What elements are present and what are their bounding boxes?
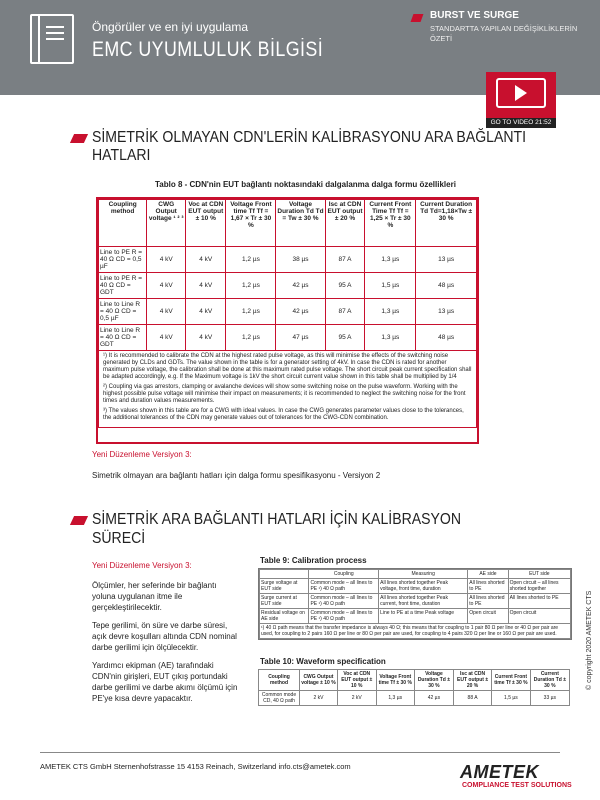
table8-note: ¹) It is recommended to calibrate the CDN at the highest rated pulse voltage, as this will minimise the effects of the switching noise generated by CLDs and GDTs. The value shown in the table is for a generator setting of 4kV. In case the CDN is rated for another maximum pulse voltage, the calibration shall be done at this maximum rated pulse voltage. The short circuit peak current specification shall be adapted accordingly, e.g. If the Maximum voltage is 1kV the short circuit current value shown in this table shall be multiplied by 1/4	[103, 353, 472, 380]
table-cell: 95 A	[325, 325, 365, 351]
table9-note: ¹) 40 Ω path means that the transfer impedance is always 40 Ω; this means that for coupling to 1 pair 80 Ω per line or 40 Ω per pair are used, for coupling to 2 pairs 160 Ω per line or 80 Ω per pair are used, for coupling to 4 pairs 320 Ω per line or 160 Ω per pair are used.	[260, 624, 571, 639]
table-cell: 1,2 µs	[226, 247, 276, 273]
table-cell: Common mode – all lines to PE ¹) 40 Ω path	[309, 609, 379, 624]
table8-note: ²) Coupling via gas arrestors, clamping or avalanche devices will show some switching noise on the pulse waveform. Working with the highest possible pulse voltage will minimise their impact on measurements; it is recommended to neglect the switching noise for the front times and duration values measurements.	[103, 384, 466, 404]
topic-subtitle: STANDARTTA YAPILAN DEĞİŞİKLİKLERİN ÖZETİ	[430, 24, 578, 43]
table-cell: Line to Line R = 40 Ω CD = GDT	[99, 325, 147, 351]
table8-header: Isc at CDN EUT output ± 20 %	[325, 200, 365, 247]
ametek-logo: AMETEK	[460, 762, 539, 782]
revision2-label: Yeni Düzenleme Versiyon 3:	[92, 561, 192, 570]
table9-header: AE side	[468, 570, 508, 579]
table9-caption: Table 9: Calibration process	[260, 556, 367, 565]
table8-header: Current Duration Td Td=1,18×Tw ± 30 %	[416, 200, 477, 247]
revision2-paragraph: Ölçümler, her seferinde bir bağlantı yoluna uygulanan itme ile gerçekleştirilecektir.	[92, 581, 217, 612]
table-cell: Line to PE at a time Peak voltage	[379, 609, 468, 624]
table8-header: Voltage Duration Td Td = Tw ± 30 %	[276, 200, 325, 247]
section2-title-line2: SÜRECİ	[92, 530, 146, 547]
table8-header: CWG Output voltage ¹ ² ³	[147, 200, 186, 247]
video-button[interactable]	[486, 72, 556, 118]
table10-header: Voc at CDN EUT output ± 10 %	[337, 670, 376, 691]
video-link[interactable]: GO TO VIDEO 21:52	[486, 118, 556, 128]
table-row	[260, 609, 571, 624]
table-cell: 48 µs	[416, 325, 477, 351]
table-cell: 42 µs	[276, 273, 325, 299]
table9	[258, 568, 572, 640]
table-cell: 1,3 µs	[376, 691, 414, 706]
table-cell: 13 µs	[416, 299, 477, 325]
copyright-text: © copyright 2020 AMETEK CTS	[586, 590, 593, 690]
table-cell: 4 kV	[147, 247, 186, 273]
table8-notes	[99, 351, 477, 428]
section-accent-mark	[70, 134, 88, 143]
table-cell: 1,5 µs	[492, 691, 531, 706]
table-cell: 87 A	[325, 247, 365, 273]
table8	[96, 197, 479, 444]
table-cell: Surge current at EUT side	[260, 594, 309, 609]
table-cell: 1,3 µs	[365, 325, 416, 351]
table-cell: Common mode – all lines to PE ¹) 40 Ω path	[309, 594, 379, 609]
table8-note: ³) The values shown in this table are for a CWG with ideal values. In case the CWG generates parameter values close to the tolerances, the additional tolerances of the CDN may generate values out of tolerances for the CWG-CDN combination.	[103, 408, 464, 421]
table-cell: All lines shorted to PE	[468, 594, 508, 609]
table10-header: Current Duration Td ± 30 %	[530, 670, 569, 691]
revision1-label: Yeni Düzenleme Versiyon 3:	[92, 450, 192, 459]
table-cell: 4 kV	[186, 299, 226, 325]
revision2-paragraph: Tepe gerilimi, ön süre ve darbe süresi, açık devre koşulları altında CDN nominal darbe gerilimi için ölçülecektir.	[92, 621, 237, 652]
footer-divider	[40, 752, 560, 753]
table-cell: All lines shorted to PE	[508, 594, 570, 609]
revision2-paragraph: Yardımcı ekipman (AE) tarafındaki CDN'nin girişleri, EUT çıkış portundaki darbe gerilimi ve darbe akımı ölçümü için PE'ye kısa devre yapacaktır.	[92, 661, 238, 703]
table-cell: 4 kV	[147, 273, 186, 299]
accent-mark	[411, 14, 424, 22]
table-cell: 87 A	[325, 299, 365, 325]
table10-header: CWG Output voltage ± 10 %	[300, 670, 338, 691]
table-cell: Surge voltage at EUT side	[260, 579, 309, 594]
play-icon	[515, 85, 527, 101]
table-cell: 42 µs	[276, 299, 325, 325]
table9-header: Measuring	[379, 570, 468, 579]
table-cell: Open circuit	[508, 609, 570, 624]
table-cell: 33 µs	[530, 691, 569, 706]
table-cell: 1,2 µs	[226, 325, 276, 351]
table10	[258, 669, 570, 706]
table-row	[99, 247, 477, 273]
table8-header: Voltage Front time Tf Tf = 1,67 × Tr ± 30 %	[226, 200, 276, 247]
revision2-body	[92, 580, 242, 711]
table9-header	[260, 570, 309, 579]
table-cell: Common mode – all lines to PE ¹) 40 Ω path	[309, 579, 379, 594]
table10-caption: Table 10: Waveform specification	[260, 657, 386, 666]
footer-address: AMETEK CTS GmbH Sternenhofstrasse 15 4153 Reinach, Switzerland info.cts@ametek.com	[40, 762, 351, 771]
table-row	[259, 691, 570, 706]
table-cell: Residual voltage on AE side	[260, 609, 309, 624]
table-cell: 48 µs	[416, 273, 477, 299]
table-cell: 42 µs	[414, 691, 453, 706]
table-cell: 88 A	[453, 691, 491, 706]
table9-header: Coupling	[309, 570, 379, 579]
table-cell: Line to Line R = 40 Ω CD = 0,5 µF	[99, 299, 147, 325]
table-cell: 4 kV	[186, 247, 226, 273]
revision1-text: Simetrik olmayan ara bağlantı hatları için dalga formu spesifikasyonu - Versiyon 2	[92, 471, 381, 480]
table-cell: 4 kV	[186, 273, 226, 299]
table-row	[260, 594, 571, 609]
book-icon	[30, 14, 74, 64]
table8-caption: Tablo 8 - CDN'nin EUT bağlantı noktasındaki dalgalanma dalga formu özellikleri	[155, 180, 456, 189]
table-cell: All lines shorted together Peak voltage, front time, duration	[379, 579, 468, 594]
table-cell: 4 kV	[147, 299, 186, 325]
section-accent-mark	[70, 516, 88, 525]
table8-header: Voc at CDN EUT output ± 10 %	[186, 200, 226, 247]
table-cell: 1,2 µs	[226, 299, 276, 325]
topic-title: BURST VE SURGE	[430, 10, 519, 21]
table-cell: Line to PE R = 40 Ω CD = GDT	[99, 273, 147, 299]
table-cell: 13 µs	[416, 247, 477, 273]
table-cell: Common mode CD, 40 Ω path	[259, 691, 300, 706]
table10-header: Voltage Duration Td ± 30 %	[414, 670, 453, 691]
table10-header: Isc at CDN EUT output ± 20 %	[453, 670, 491, 691]
table-cell: Open circuit – all lines shorted together	[508, 579, 570, 594]
table-cell: 4 kV	[186, 325, 226, 351]
table-row	[260, 579, 571, 594]
table-cell: Line to PE R = 40 Ω CD = 0,5 µF	[99, 247, 147, 273]
table-cell: 1,5 µs	[365, 273, 416, 299]
table-cell: All lines shorted to PE	[468, 579, 508, 594]
table-cell: 1,2 µs	[226, 273, 276, 299]
table-row	[99, 273, 477, 299]
table8-header: Current Front Time Tf Tf = 1,25 × Tr ± 30 %	[365, 200, 416, 247]
table-cell: 2 kV	[300, 691, 338, 706]
header-subtitle: Öngörüler ve en iyi uygulama	[92, 20, 249, 34]
table9-header: EUT side	[508, 570, 570, 579]
table-cell: 95 A	[325, 273, 365, 299]
table10-header: Coupling method	[259, 670, 300, 691]
table-cell: 2 kV	[337, 691, 376, 706]
table-row	[99, 299, 477, 325]
table-cell: 1,3 µs	[365, 247, 416, 273]
table10-header: Voltage Front time Tf ± 30 %	[376, 670, 414, 691]
table10-header: Current Front time Tf ± 30 %	[492, 670, 531, 691]
logo-tagline: COMPLIANCE TEST SOLUTIONS	[462, 782, 572, 789]
table-cell: All lines shorted together Peak current, front time, duration	[379, 594, 468, 609]
table-cell: 38 µs	[276, 247, 325, 273]
table-row	[99, 325, 477, 351]
table-cell: 4 kV	[147, 325, 186, 351]
table-cell: Open circuit	[468, 609, 508, 624]
table8-header: Coupling method	[99, 200, 147, 247]
table-cell: 1,3 µs	[365, 299, 416, 325]
table-cell: 47 µs	[276, 325, 325, 351]
section1-title: SİMETRİK OLMAYAN CDN'LERİN KALİBRASYONU ARA BAĞLANTI HATLARI	[92, 129, 527, 164]
header-title: EMC UYUMLULUK BİLGİSİ	[92, 38, 324, 61]
section2-title-line1: SİMETRİK ARA BAĞLANTI HATLARI İÇİN KALİBRASYON	[92, 511, 462, 528]
